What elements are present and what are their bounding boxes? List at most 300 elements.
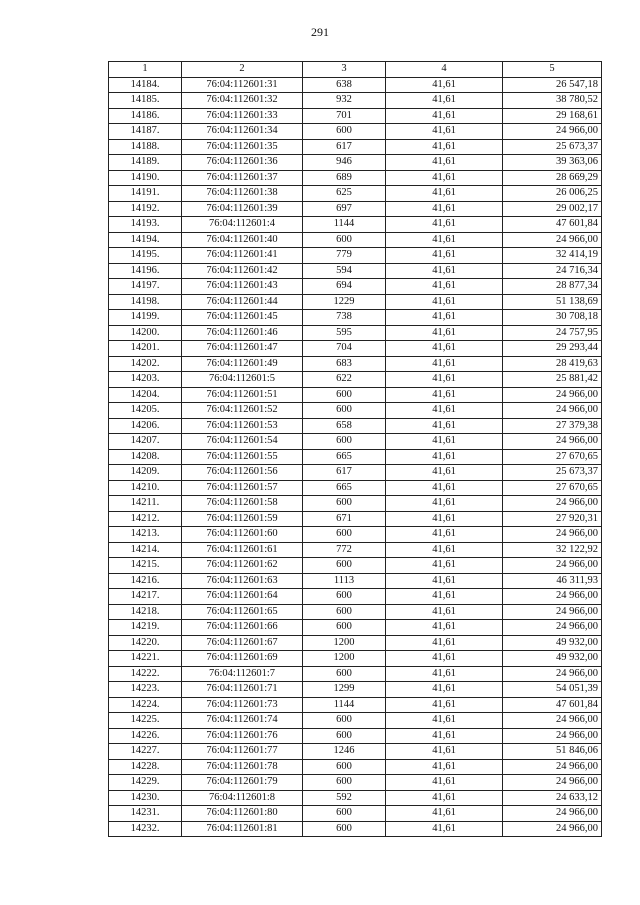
area-cell: 600: [303, 232, 386, 248]
value-cell: 24 966,00: [503, 713, 602, 729]
rate-cell: 41,61: [386, 465, 503, 481]
rate-cell: 41,61: [386, 728, 503, 744]
cadastral-number-cell: 76:04:112601:73: [182, 697, 303, 713]
table-row: [109, 294, 602, 310]
row-number-cell: 14194.: [109, 232, 182, 248]
table-row: [109, 155, 602, 171]
cadastral-number-cell: 76:04:112601:61: [182, 542, 303, 558]
cadastral-number-cell: 76:04:112601:62: [182, 558, 303, 574]
table-row: [109, 124, 602, 140]
row-number-cell: 14221.: [109, 651, 182, 667]
value-cell: 29 168,61: [503, 108, 602, 124]
cadastral-number-cell: 76:04:112601:59: [182, 511, 303, 527]
value-cell: 51 138,69: [503, 294, 602, 310]
table-row: [109, 248, 602, 264]
area-cell: 600: [303, 775, 386, 791]
row-number-cell: 14203.: [109, 372, 182, 388]
area-cell: 1144: [303, 217, 386, 233]
area-cell: 600: [303, 403, 386, 419]
value-cell: 28 669,29: [503, 170, 602, 186]
area-cell: 600: [303, 759, 386, 775]
table-row: [109, 325, 602, 341]
table-body: [109, 77, 602, 837]
table-row: [109, 511, 602, 527]
value-cell: 24 633,12: [503, 790, 602, 806]
row-number-cell: 14224.: [109, 697, 182, 713]
rate-cell: 41,61: [386, 356, 503, 372]
cadastral-number-cell: 76:04:112601:54: [182, 434, 303, 450]
row-number-cell: 14193.: [109, 217, 182, 233]
cadastral-number-cell: 76:04:112601:4: [182, 217, 303, 233]
rate-cell: 41,61: [386, 697, 503, 713]
row-number-cell: 14208.: [109, 449, 182, 465]
area-cell: 701: [303, 108, 386, 124]
row-number-cell: 14210.: [109, 480, 182, 496]
table-row: [109, 77, 602, 93]
area-cell: 600: [303, 604, 386, 620]
table-row: [109, 93, 602, 109]
row-number-cell: 14227.: [109, 744, 182, 760]
value-cell: 25 881,42: [503, 372, 602, 388]
rate-cell: 41,61: [386, 124, 503, 140]
rate-cell: 41,61: [386, 620, 503, 636]
column-header: 3: [303, 62, 386, 78]
area-cell: 600: [303, 821, 386, 837]
cadastral-number-cell: 76:04:112601:42: [182, 263, 303, 279]
table-row: [109, 573, 602, 589]
row-number-cell: 14215.: [109, 558, 182, 574]
row-number-cell: 14189.: [109, 155, 182, 171]
table-row: [109, 201, 602, 217]
row-number-cell: 14186.: [109, 108, 182, 124]
cadastral-number-cell: 76:04:112601:60: [182, 527, 303, 543]
table-row: [109, 697, 602, 713]
value-cell: 28 877,34: [503, 279, 602, 295]
column-header: 2: [182, 62, 303, 78]
row-number-cell: 14202.: [109, 356, 182, 372]
row-number-cell: 14204.: [109, 387, 182, 403]
table-row: [109, 651, 602, 667]
rate-cell: 41,61: [386, 449, 503, 465]
row-number-cell: 14191.: [109, 186, 182, 202]
row-number-cell: 14211.: [109, 496, 182, 512]
cadastral-number-cell: 76:04:112601:67: [182, 635, 303, 651]
rate-cell: 41,61: [386, 108, 503, 124]
table-row: [109, 604, 602, 620]
column-header: 5: [503, 62, 602, 78]
value-cell: 26 006,25: [503, 186, 602, 202]
value-cell: 24 757,95: [503, 325, 602, 341]
value-cell: 24 716,34: [503, 263, 602, 279]
area-cell: 600: [303, 558, 386, 574]
row-number-cell: 14198.: [109, 294, 182, 310]
table-row: [109, 341, 602, 357]
rate-cell: 41,61: [386, 744, 503, 760]
rate-cell: 41,61: [386, 217, 503, 233]
cadastral-number-cell: 76:04:112601:63: [182, 573, 303, 589]
cadastral-number-cell: 76:04:112601:65: [182, 604, 303, 620]
rate-cell: 41,61: [386, 775, 503, 791]
cadastral-number-cell: 76:04:112601:35: [182, 139, 303, 155]
value-cell: 49 932,00: [503, 651, 602, 667]
cadastral-number-cell: 76:04:112601:40: [182, 232, 303, 248]
rate-cell: 41,61: [386, 387, 503, 403]
table-row: [109, 713, 602, 729]
area-cell: 622: [303, 372, 386, 388]
area-cell: 683: [303, 356, 386, 372]
rate-cell: 41,61: [386, 248, 503, 264]
value-cell: 30 708,18: [503, 310, 602, 326]
value-cell: 38 780,52: [503, 93, 602, 109]
value-cell: 32 122,92: [503, 542, 602, 558]
row-number-cell: 14223.: [109, 682, 182, 698]
table-row: [109, 666, 602, 682]
area-cell: 1200: [303, 635, 386, 651]
area-cell: 704: [303, 341, 386, 357]
cadastral-number-cell: 76:04:112601:39: [182, 201, 303, 217]
cadastral-number-cell: 76:04:112601:31: [182, 77, 303, 93]
table-row: [109, 170, 602, 186]
row-number-cell: 14230.: [109, 790, 182, 806]
value-cell: 47 601,84: [503, 697, 602, 713]
value-cell: 24 966,00: [503, 527, 602, 543]
row-number-cell: 14212.: [109, 511, 182, 527]
row-number-cell: 14185.: [109, 93, 182, 109]
value-cell: 24 966,00: [503, 232, 602, 248]
rate-cell: 41,61: [386, 77, 503, 93]
area-cell: 658: [303, 418, 386, 434]
table-row: [109, 263, 602, 279]
area-cell: 592: [303, 790, 386, 806]
data-table: [108, 61, 602, 837]
area-cell: 638: [303, 77, 386, 93]
area-cell: 665: [303, 480, 386, 496]
value-cell: 27 920,31: [503, 511, 602, 527]
area-cell: 1299: [303, 682, 386, 698]
value-cell: 28 419,63: [503, 356, 602, 372]
cadastral-number-cell: 76:04:112601:5: [182, 372, 303, 388]
area-cell: 600: [303, 387, 386, 403]
cadastral-number-cell: 76:04:112601:8: [182, 790, 303, 806]
table-row: [109, 821, 602, 837]
area-cell: 595: [303, 325, 386, 341]
value-cell: 24 966,00: [503, 558, 602, 574]
table-row: [109, 527, 602, 543]
cadastral-number-cell: 76:04:112601:79: [182, 775, 303, 791]
row-number-cell: 14206.: [109, 418, 182, 434]
cadastral-number-cell: 76:04:112601:38: [182, 186, 303, 202]
value-cell: 24 966,00: [503, 589, 602, 605]
rate-cell: 41,61: [386, 418, 503, 434]
area-cell: 1113: [303, 573, 386, 589]
rate-cell: 41,61: [386, 263, 503, 279]
value-cell: 54 051,39: [503, 682, 602, 698]
row-number-cell: 14216.: [109, 573, 182, 589]
table-row: [109, 542, 602, 558]
rate-cell: 41,61: [386, 713, 503, 729]
rate-cell: 41,61: [386, 155, 503, 171]
table-row: [109, 310, 602, 326]
cadastral-number-cell: 76:04:112601:58: [182, 496, 303, 512]
area-cell: 617: [303, 139, 386, 155]
cadastral-number-cell: 76:04:112601:46: [182, 325, 303, 341]
value-cell: 26 547,18: [503, 77, 602, 93]
rate-cell: 41,61: [386, 589, 503, 605]
area-cell: 600: [303, 806, 386, 822]
value-cell: 27 379,38: [503, 418, 602, 434]
value-cell: 24 966,00: [503, 728, 602, 744]
value-cell: 24 966,00: [503, 806, 602, 822]
column-header: 4: [386, 62, 503, 78]
cadastral-number-cell: 76:04:112601:66: [182, 620, 303, 636]
area-cell: 594: [303, 263, 386, 279]
row-number-cell: 14209.: [109, 465, 182, 481]
area-cell: 625: [303, 186, 386, 202]
table-row: [109, 744, 602, 760]
area-cell: 600: [303, 496, 386, 512]
area-cell: 600: [303, 434, 386, 450]
table-row: [109, 790, 602, 806]
cadastral-number-cell: 76:04:112601:52: [182, 403, 303, 419]
cadastral-number-cell: 76:04:112601:37: [182, 170, 303, 186]
rate-cell: 41,61: [386, 558, 503, 574]
value-cell: 29 293,44: [503, 341, 602, 357]
row-number-cell: 14225.: [109, 713, 182, 729]
cadastral-number-cell: 76:04:112601:51: [182, 387, 303, 403]
row-number-cell: 14229.: [109, 775, 182, 791]
table-row: [109, 620, 602, 636]
row-number-cell: 14201.: [109, 341, 182, 357]
row-number-cell: 14196.: [109, 263, 182, 279]
cadastral-number-cell: 76:04:112601:64: [182, 589, 303, 605]
cadastral-number-cell: 76:04:112601:43: [182, 279, 303, 295]
area-cell: 1200: [303, 651, 386, 667]
rate-cell: 41,61: [386, 434, 503, 450]
cadastral-number-cell: 76:04:112601:77: [182, 744, 303, 760]
table-row: [109, 418, 602, 434]
area-cell: 697: [303, 201, 386, 217]
table-row: [109, 759, 602, 775]
table-row: [109, 775, 602, 791]
value-cell: 47 601,84: [503, 217, 602, 233]
row-number-cell: 14218.: [109, 604, 182, 620]
area-cell: 1229: [303, 294, 386, 310]
value-cell: 25 673,37: [503, 465, 602, 481]
area-cell: 779: [303, 248, 386, 264]
table-row: [109, 480, 602, 496]
row-number-cell: 14231.: [109, 806, 182, 822]
rate-cell: 41,61: [386, 790, 503, 806]
table-row: [109, 403, 602, 419]
value-cell: 49 932,00: [503, 635, 602, 651]
value-cell: 24 966,00: [503, 821, 602, 837]
rate-cell: 41,61: [386, 511, 503, 527]
row-number-cell: 14184.: [109, 77, 182, 93]
area-cell: 600: [303, 589, 386, 605]
rate-cell: 41,61: [386, 635, 503, 651]
rate-cell: 41,61: [386, 201, 503, 217]
table-row: [109, 372, 602, 388]
cadastral-number-cell: 76:04:112601:47: [182, 341, 303, 357]
value-cell: 27 670,65: [503, 480, 602, 496]
rate-cell: 41,61: [386, 682, 503, 698]
rate-cell: 41,61: [386, 527, 503, 543]
row-number-cell: 14195.: [109, 248, 182, 264]
cadastral-number-cell: 76:04:112601:41: [182, 248, 303, 264]
table-row: [109, 217, 602, 233]
value-cell: 29 002,17: [503, 201, 602, 217]
column-header: 1: [109, 62, 182, 78]
cadastral-number-cell: 76:04:112601:76: [182, 728, 303, 744]
area-cell: 694: [303, 279, 386, 295]
row-number-cell: 14219.: [109, 620, 182, 636]
cadastral-number-cell: 76:04:112601:81: [182, 821, 303, 837]
area-cell: 772: [303, 542, 386, 558]
value-cell: 24 966,00: [503, 403, 602, 419]
row-number-cell: 14190.: [109, 170, 182, 186]
table-row: [109, 108, 602, 124]
area-cell: 1144: [303, 697, 386, 713]
page-number: 291: [311, 25, 329, 39]
cadastral-number-cell: 76:04:112601:45: [182, 310, 303, 326]
value-cell: 51 846,06: [503, 744, 602, 760]
cadastral-number-cell: 76:04:112601:57: [182, 480, 303, 496]
area-cell: 600: [303, 728, 386, 744]
cadastral-number-cell: 76:04:112601:32: [182, 93, 303, 109]
cadastral-number-cell: 76:04:112601:53: [182, 418, 303, 434]
table-row: [109, 186, 602, 202]
area-cell: 932: [303, 93, 386, 109]
area-cell: 946: [303, 155, 386, 171]
table-row: [109, 279, 602, 295]
table-row: [109, 496, 602, 512]
cadastral-number-cell: 76:04:112601:7: [182, 666, 303, 682]
table-row: [109, 449, 602, 465]
rate-cell: 41,61: [386, 139, 503, 155]
rate-cell: 41,61: [386, 821, 503, 837]
row-number-cell: 14222.: [109, 666, 182, 682]
area-cell: 665: [303, 449, 386, 465]
table-row: [109, 465, 602, 481]
rate-cell: 41,61: [386, 279, 503, 295]
area-cell: 600: [303, 713, 386, 729]
area-cell: 600: [303, 527, 386, 543]
rate-cell: 41,61: [386, 651, 503, 667]
area-cell: 689: [303, 170, 386, 186]
value-cell: 46 311,93: [503, 573, 602, 589]
cadastral-number-cell: 76:04:112601:44: [182, 294, 303, 310]
cadastral-number-cell: 76:04:112601:80: [182, 806, 303, 822]
value-cell: 24 966,00: [503, 124, 602, 140]
value-cell: 24 966,00: [503, 775, 602, 791]
value-cell: 24 966,00: [503, 387, 602, 403]
value-cell: 24 966,00: [503, 496, 602, 512]
rate-cell: 41,61: [386, 310, 503, 326]
value-cell: 24 966,00: [503, 604, 602, 620]
area-cell: 1246: [303, 744, 386, 760]
cadastral-number-cell: 76:04:112601:78: [182, 759, 303, 775]
cadastral-number-cell: 76:04:112601:36: [182, 155, 303, 171]
rate-cell: 41,61: [386, 604, 503, 620]
area-cell: 600: [303, 666, 386, 682]
row-number-cell: 14214.: [109, 542, 182, 558]
row-number-cell: 14232.: [109, 821, 182, 837]
row-number-cell: 14199.: [109, 310, 182, 326]
value-cell: 25 673,37: [503, 139, 602, 155]
table-row: [109, 232, 602, 248]
cadastral-number-cell: 76:04:112601:69: [182, 651, 303, 667]
value-cell: 24 966,00: [503, 620, 602, 636]
cadastral-number-cell: 76:04:112601:49: [182, 356, 303, 372]
rate-cell: 41,61: [386, 542, 503, 558]
table-row: [109, 434, 602, 450]
cadastral-number-cell: 76:04:112601:34: [182, 124, 303, 140]
cadastral-number-cell: 76:04:112601:74: [182, 713, 303, 729]
row-number-cell: 14188.: [109, 139, 182, 155]
rate-cell: 41,61: [386, 341, 503, 357]
rate-cell: 41,61: [386, 294, 503, 310]
cadastral-number-cell: 76:04:112601:71: [182, 682, 303, 698]
cadastral-number-cell: 76:04:112601:56: [182, 465, 303, 481]
cadastral-number-cell: 76:04:112601:55: [182, 449, 303, 465]
rate-cell: 41,61: [386, 806, 503, 822]
value-cell: 39 363,06: [503, 155, 602, 171]
table-row: [109, 682, 602, 698]
area-cell: 738: [303, 310, 386, 326]
value-cell: 27 670,65: [503, 449, 602, 465]
table-row: [109, 806, 602, 822]
rate-cell: 41,61: [386, 372, 503, 388]
area-cell: 671: [303, 511, 386, 527]
rate-cell: 41,61: [386, 186, 503, 202]
value-cell: 24 966,00: [503, 759, 602, 775]
rate-cell: 41,61: [386, 93, 503, 109]
value-cell: 24 966,00: [503, 434, 602, 450]
table-row: [109, 589, 602, 605]
area-cell: 600: [303, 620, 386, 636]
value-cell: 32 414,19: [503, 248, 602, 264]
cadastral-number-cell: 76:04:112601:33: [182, 108, 303, 124]
rate-cell: 41,61: [386, 573, 503, 589]
row-number-cell: 14197.: [109, 279, 182, 295]
table-row: [109, 635, 602, 651]
rate-cell: 41,61: [386, 480, 503, 496]
area-cell: 600: [303, 124, 386, 140]
row-number-cell: 14220.: [109, 635, 182, 651]
rate-cell: 41,61: [386, 232, 503, 248]
table-row: [109, 139, 602, 155]
table-row: [109, 728, 602, 744]
row-number-cell: 14200.: [109, 325, 182, 341]
rate-cell: 41,61: [386, 666, 503, 682]
row-number-cell: 14226.: [109, 728, 182, 744]
row-number-cell: 14213.: [109, 527, 182, 543]
row-number-cell: 14207.: [109, 434, 182, 450]
row-number-cell: 14205.: [109, 403, 182, 419]
header-row: [109, 62, 602, 78]
rate-cell: 41,61: [386, 496, 503, 512]
rate-cell: 41,61: [386, 759, 503, 775]
area-cell: 617: [303, 465, 386, 481]
value-cell: 24 966,00: [503, 666, 602, 682]
rate-cell: 41,61: [386, 403, 503, 419]
table-row: [109, 558, 602, 574]
table-row: [109, 356, 602, 372]
row-number-cell: 14187.: [109, 124, 182, 140]
row-number-cell: 14217.: [109, 589, 182, 605]
row-number-cell: 14192.: [109, 201, 182, 217]
row-number-cell: 14228.: [109, 759, 182, 775]
